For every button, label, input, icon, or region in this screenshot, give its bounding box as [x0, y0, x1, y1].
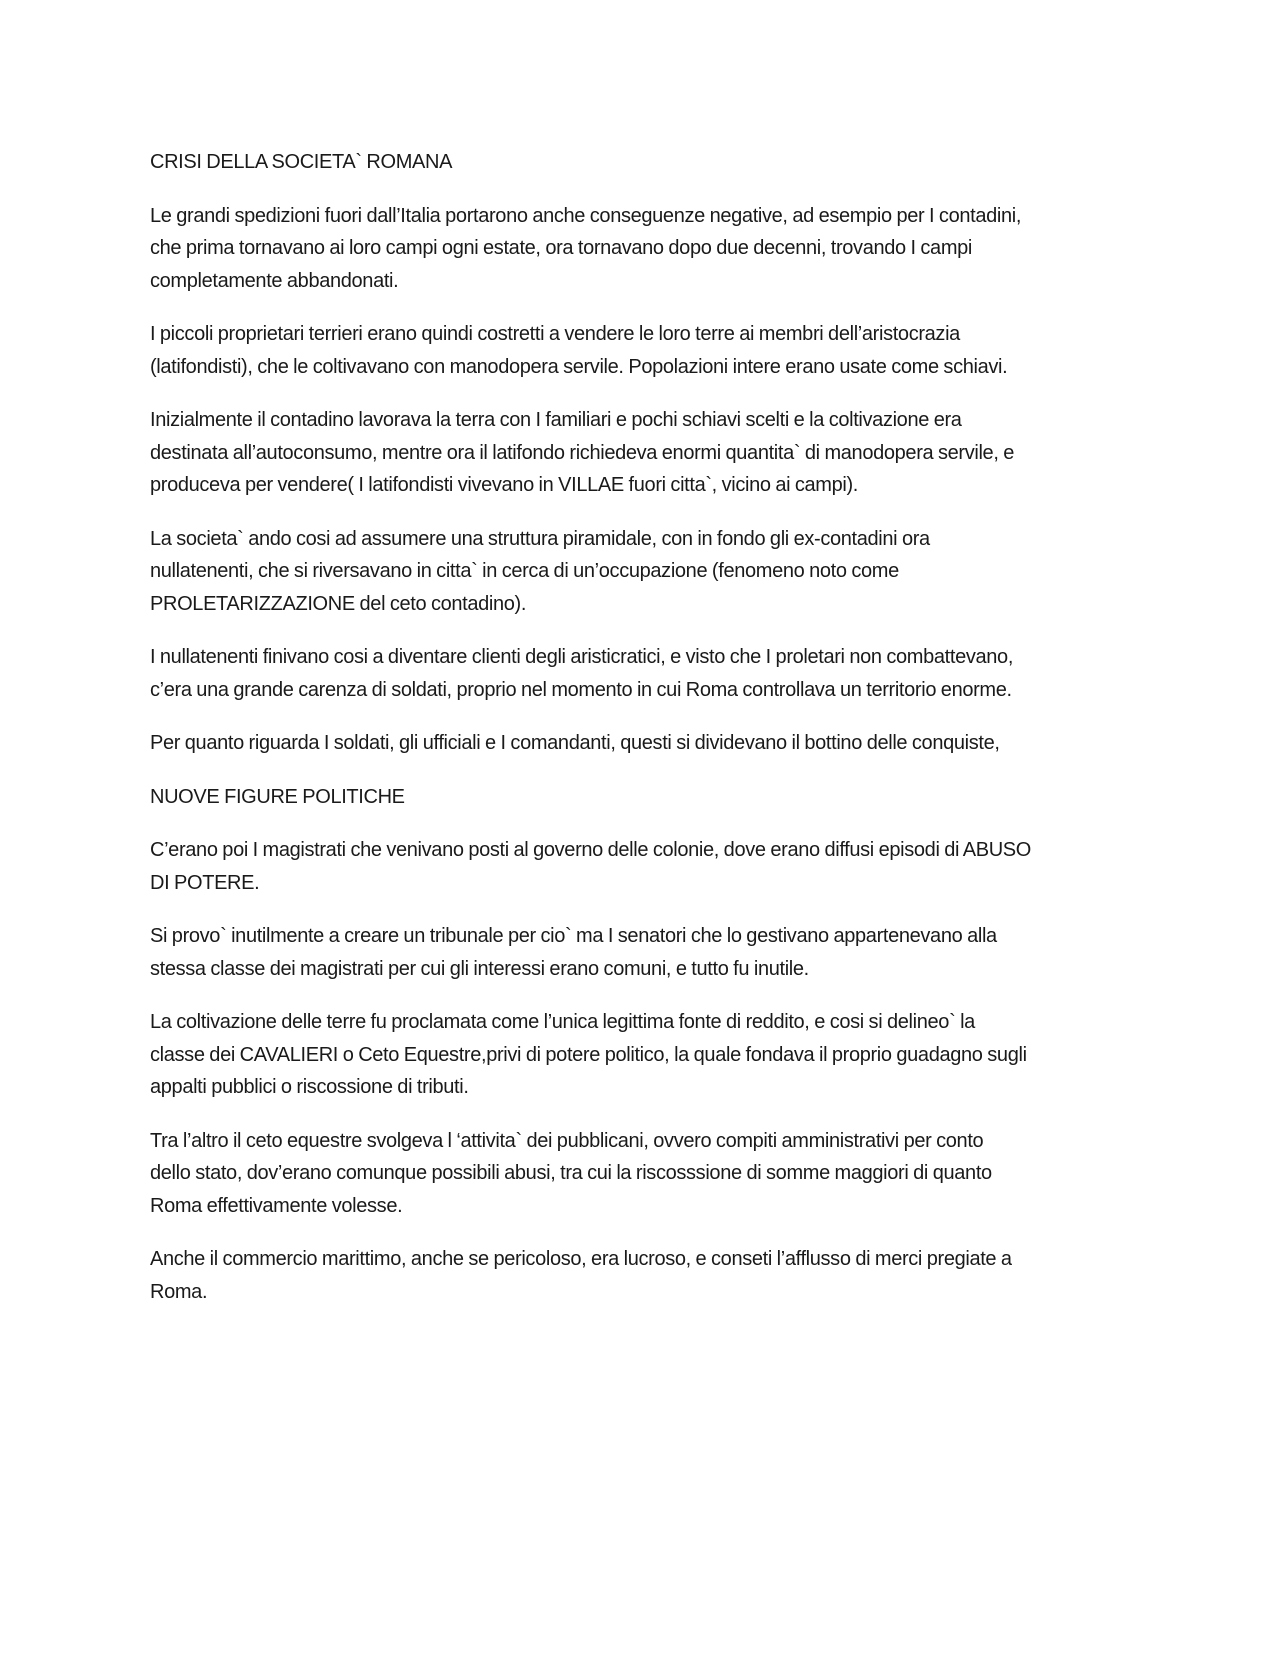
- document-body: [150, 146, 1125, 1329]
- paragraph: Tra l’altro il ceto equestre svolgeva l ‘attivita` dei pubblicani, ovvero compiti amministrativi per conto dello stato, dov’erano comunque possibili abusi, tra cui la riscosssione di somme maggiori di quanto Roma effettivamente volesse.: [150, 1129, 992, 1217]
- paragraph: I piccoli proprietari terrieri erano quindi costretti a vendere le loro terre ai membri dell’aristocrazia (latifondisti), che le coltivavano con manodopera servile. Popolazioni intere erano usate come schiavi.: [150, 323, 1008, 378]
- paragraph: Inizialmente il contadino lavorava la terra con I familiari e pochi schiavi scelti e la coltivazione era destinata all’autoconsumo, mentre ora il latifondo richiedeva enormi quantita` di manodopera servile, e produceva per vendere( I latifondisti vivevano in VILLAE fuori citta`, vicino ai campi).: [150, 409, 1015, 496]
- paragraph: C’erano poi I magistrati che venivano posti al governo delle colonie, dove erano diffusi episodi di ABUSO DI POTERE.: [150, 839, 1031, 894]
- document-title: CRISI DELLA SOCIETA` ROMANA: [150, 151, 453, 173]
- paragraph: Si provo` inutilmente a creare un tribunale per cio` ma I senatori che lo gestivano appartenevano alla stessa classe dei magistrati per cui gli interessi erano comuni, e tutto fu inutile.: [150, 925, 997, 980]
- paragraph: La coltivazione delle terre fu proclamata come l’unica legittima fonte di reddito, e cosi si delineo` la classe dei CAVALIERI o Ceto Equestre,privi di potere politico, la quale fondava il proprio guadagno sugli appalti pubblici o riscossione di tributi.: [150, 1011, 1027, 1098]
- section-heading: NUOVE FIGURE POLITICHE: [150, 785, 405, 808]
- paragraph: Per quanto riguarda I soldati, gli ufficiali e I comandanti, questi si dividevano il bottino delle conquiste,: [150, 732, 1000, 754]
- paragraph: I nullatenenti finivano cosi a diventare clienti degli aristicratici, e visto che I proletari non combattevano, c’era una grande carenza di soldati, proprio nel momento in cui Roma controllava un territorio enorme.: [150, 646, 1014, 701]
- paragraph: Anche il commercio marittimo, anche se pericoloso, era lucroso, e conseti l’afflusso di merci pregiate a Roma.: [150, 1248, 1012, 1303]
- paragraph: Le grandi spedizioni fuori dall’Italia portarono anche conseguenze negative, ad esempio per I contadini, che prima tornavano ai loro campi ogni estate, ora tornavano dopo due decenni, trovando I campi completamente abbandonati.: [150, 204, 1022, 292]
- paragraph: La societa` ando cosi ad assumere una struttura piramidale, con in fondo gli ex-contadini ora nullatenenti, che si riversavano in citta` in cerca di un’occupazione (fenomeno noto come PROLETARIZZAZIONE del ceto contadino).: [150, 527, 930, 615]
